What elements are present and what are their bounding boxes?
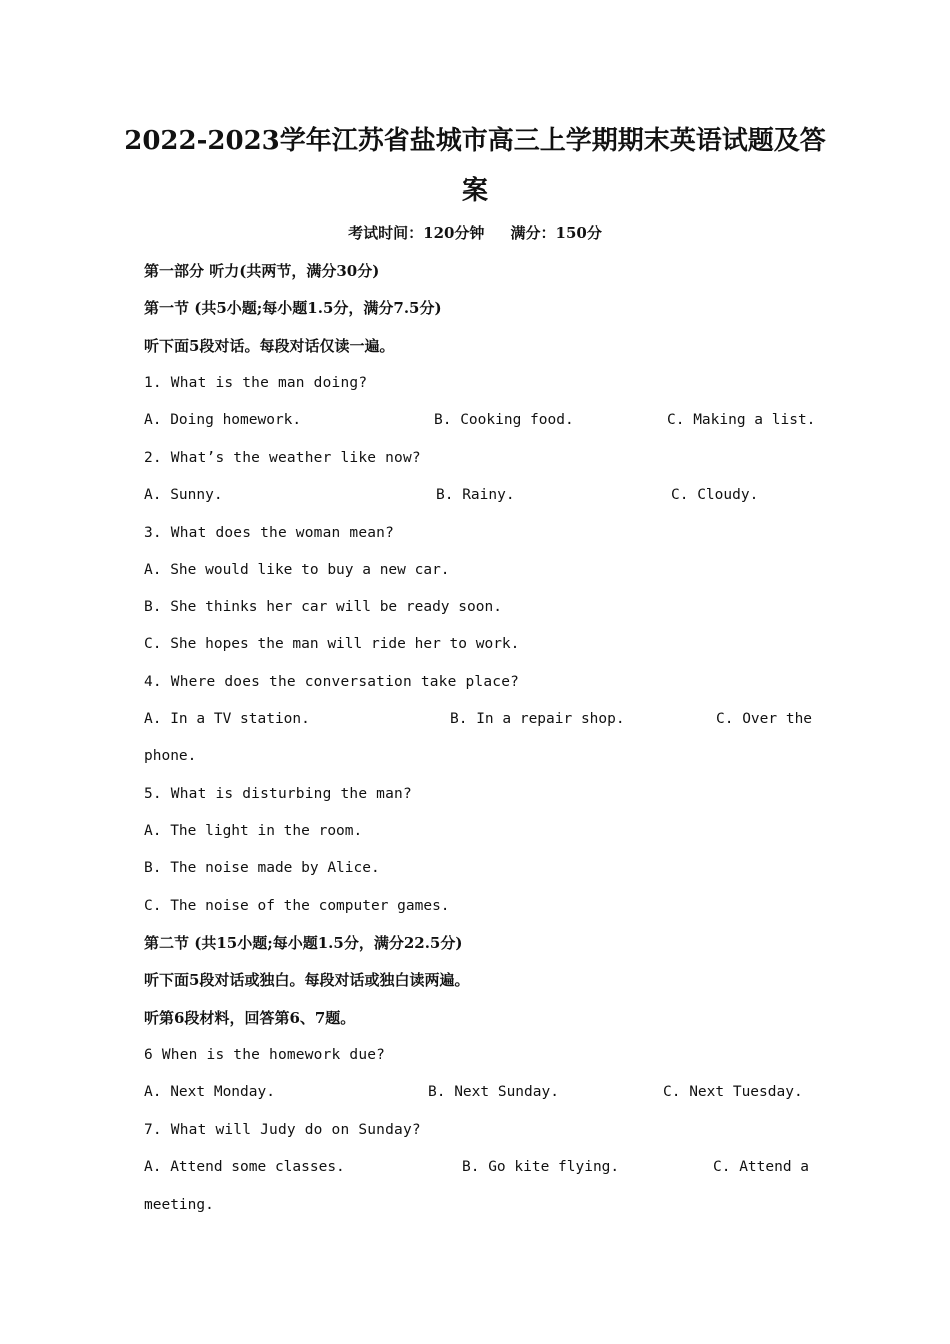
section2-instruction: 听下面5段对话或独白。每段对话或独白读两遍。 <box>144 971 470 989</box>
q2-option-b: B. Rainy. <box>436 487 515 503</box>
q4-option-b: B. In a repair shop. <box>450 711 625 727</box>
question-3: 3. What does the woman mean? <box>144 525 395 541</box>
q5-option-c: C. The noise of the computer games. <box>144 898 450 914</box>
q3-option-a: A. She would like to buy a new car. <box>144 562 450 578</box>
q3-option-b: B. She thinks her car will be ready soon. <box>144 599 502 615</box>
question-6: 6 When is the homework due? <box>144 1047 386 1063</box>
q3-option-c: C. She hopes the man will ride her to work. <box>144 636 520 652</box>
section1-instruction: 听下面5段对话。每段对话仅读一遍。 <box>144 337 395 355</box>
question-7: 7. What will Judy do on Sunday? <box>144 1122 421 1138</box>
q6-option-c: C. Next Tuesday. <box>663 1084 803 1100</box>
part1-heading: 第一部分 听力(共两节，满分30分) <box>144 262 380 280</box>
q1-option-b: B. Cooking food. <box>434 412 574 428</box>
question-2: 2. What’s the weather like now? <box>144 450 421 466</box>
q1-option-a: A. Doing homework. <box>144 412 302 428</box>
q7-option-c-continued: meeting. <box>144 1197 214 1213</box>
q7-option-b: B. Go kite flying. <box>462 1159 620 1175</box>
question-4: 4. Where does the conversation take place? <box>144 674 520 690</box>
q2-option-a: A. Sunny. <box>144 487 223 503</box>
document-title-line-1: 2022-2023学年江苏省盐城市高三上学期期末英语试题及答 <box>124 126 826 156</box>
q7-option-a: A. Attend some classes. <box>144 1159 345 1175</box>
q4-option-c: C. Over the <box>716 711 813 727</box>
q7-option-c: C. Attend a <box>713 1159 810 1175</box>
q6-option-a: A. Next Monday. <box>144 1084 275 1100</box>
q5-option-b: B. The noise made by Alice. <box>144 860 380 876</box>
section1-heading: 第一节 (共5小题;每小题1.5分，满分7.5分) <box>144 299 442 317</box>
section2-heading: 第二节 (共15小题;每小题1.5分，满分22.5分) <box>144 934 463 952</box>
q2-option-c: C. Cloudy. <box>671 487 759 503</box>
question-5: 5. What is disturbing the man? <box>144 786 412 802</box>
q5-option-a: A. The light in the room. <box>144 823 363 839</box>
exam-info: 考试时间：120分钟 满分：150分 <box>348 224 602 242</box>
q6-option-b: B. Next Sunday. <box>428 1084 559 1100</box>
q1-option-c: C. Making a list. <box>667 412 816 428</box>
question-1: 1. What is the man doing? <box>144 375 368 391</box>
material-6-heading: 听第6段材料，回答第6、7题。 <box>144 1009 356 1027</box>
q4-option-a: A. In a TV station. <box>144 711 310 727</box>
q4-option-c-continued: phone. <box>144 748 197 764</box>
document-title-line-2: 案 <box>461 176 488 206</box>
